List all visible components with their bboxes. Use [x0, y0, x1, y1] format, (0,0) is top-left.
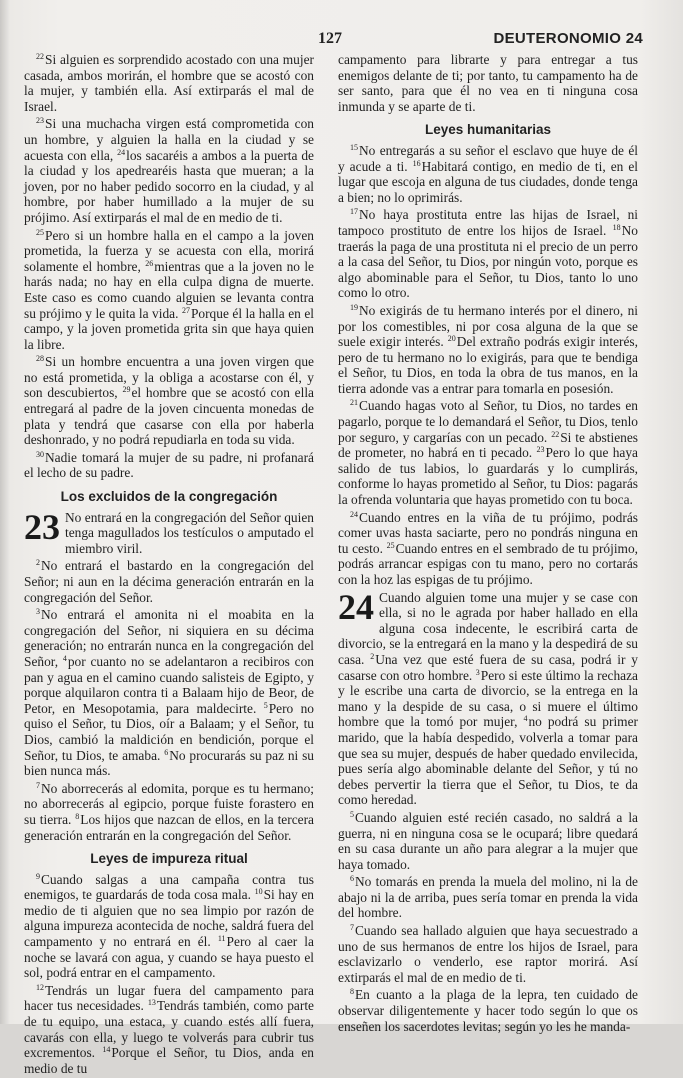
verse-text: mientras que a la joven no le harás nada; no hay en ella culpa digna de muerte. Este caso es como cuando alguien se levanta contra su prójimo y le quita la vida. — [24, 258, 314, 321]
verse-text: Pero no quiso el Señor, tu Dios, oír a Balaam; y el Señor, tu Dios, cambió la maldición en bendición, porque el Señor, tu Dios, te amaba. — [24, 700, 314, 763]
verse-number: 3 — [475, 667, 480, 677]
section-heading: Los excluidos de la congregación — [60, 489, 278, 505]
chapter-23-verse-1 — [24, 506, 314, 557]
page-number: 127 — [318, 30, 342, 47]
verse-5 — [338, 810, 638, 872]
verse-22 — [24, 52, 314, 114]
verse-text: los sacaréis a ambos a la puerta de la ciudad y los apedrearéis hasta que mueran; a la joven, por no haber pedido socorro en la ciudad, y al hombre, por haber humillado a la mujer de su prójimo. Así extirparás el mal de en medio de ti. — [24, 147, 314, 225]
chapter-number: 24 — [338, 586, 374, 627]
verse-text: Porque él la halla en el campo, y la joven prometida grita sin que haya quien la libre. — [24, 305, 314, 352]
running-head: DEUTERONOMIO 24 — [493, 30, 643, 47]
verse-23 — [24, 116, 314, 225]
verse-text: Pero si este último la rechaza y le escribe una carta de divorcio, se la entrega en la mano y la despide de su casa, o si muere el último hombre que la tomó por mujer, — [338, 667, 638, 730]
verse-text: No aborrecerás al edomita, porque es tu hermano; no aborrecerás al egipcio, porque fuiste forastero en su tierra. — [24, 780, 314, 827]
verse-text: No entrará el amonita ni el moabita en la congregación del Señor, ni siquiera en su décima generación; no entrarán nunca en la congregación del Señor, — [24, 607, 314, 669]
verse-text: Cuando sea hallado alguien que haya secuestrado a uno de sus hermanos de entre los hijos de Israel, para esclavizarlo o venderlo, ese raptor morirá. Así extirparás el mal de en medio de ti. — [338, 923, 638, 985]
page-header — [0, 30, 683, 52]
verse-text: Tendrás también, como parte de tu equipo, una estaca, y cuando estés allí fuera, cavarás con ella, y luego te volverás para cubrir tus excrementos. — [24, 998, 314, 1061]
verse-number: 7 — [36, 780, 40, 790]
verse-number: 3 — [36, 607, 40, 617]
verse-number: 4 — [523, 714, 528, 724]
verse-text: No procurarás su paz ni su bien nunca más. — [24, 747, 314, 779]
verse-text: No entregarás a su señor el esclavo que huye de él y acude a ti. — [338, 142, 638, 174]
verse-6 — [338, 874, 638, 921]
verse-30 — [24, 450, 314, 481]
verse-text: Cuando alguien esté recién casado, no saldrá a la guerra, ni en ninguna cosa se le ocupará; libre quedará en su casa durante un año para alegrar a la mujer que haya tomado. — [338, 809, 638, 872]
verse-text: No haya prostituta entre las hijas de Israel, ni tampoco prostituto de entre los hijos de Israel. — [338, 207, 638, 238]
chapter-number: 23 — [24, 506, 60, 547]
verse-text: No traerás la paga de una prostituta ni el precio de un perro a la casa del Señor, tu Dios, por ningún voto, porque es algo abominable para el Señor, tu Dios, tanto lo uno como lo otro. — [338, 222, 638, 301]
verse-number: 7 — [350, 923, 354, 933]
verse-number: 16 — [412, 158, 421, 168]
verse-number: 5 — [263, 700, 268, 710]
verse-text: Porque el Señor, tu Dios, anda en medio de tu — [24, 1045, 314, 1076]
verse-number: 22 — [36, 52, 44, 61]
right-column — [338, 52, 638, 1036]
verse-number: 8 — [75, 811, 80, 821]
verse-text: Los hijos que nazcan de ellos, en la tercera generación entrarán en la congregación del Señor. — [24, 811, 314, 843]
verse-text: No entrará el bastardo en la congregación del Señor; ni aun en la décima generación entrarán en la congregación del Señor. — [24, 558, 314, 605]
verse-number: 14 — [102, 1045, 111, 1055]
verse-number: 24 — [350, 509, 358, 519]
verse-number: 15 — [350, 142, 358, 152]
verse-number: 2 — [36, 558, 40, 568]
verse-number: 24 — [117, 147, 126, 157]
verse-number: 11 — [217, 934, 226, 944]
verse-number: 22 — [551, 429, 560, 439]
verse-number: 29 — [122, 385, 131, 395]
verse-number: 20 — [447, 334, 456, 344]
verse-text: no podrá su primer marido, que la había despedido, volverla a tomar para que sea su mujer, después de haber quedado envilecida, pues sería algo abominable delante del Señor, y tú no debes pervertir la tierra que el Señor, tu Dios, te da como heredad. — [338, 714, 638, 808]
verse-text: Cuando alguien tome una mujer y se case con ella, si no le agrada por haber hallado en ella alguna cosa indecente, le escribirá carta de divorcio, se la entregará en la mano y la despedirá de su casa. — [338, 589, 638, 667]
section-heading: Leyes de impureza ritual — [90, 851, 248, 867]
verse-text: Cuando entres en el sembrado de tu prójimo, podrás arrancar espigas con tu mano, pero no cortarás con la hoz las espigas de tu prójimo. — [338, 540, 638, 587]
verse-21 — [338, 398, 638, 507]
verse-text: Cuando entres en la viña de tu prójimo, podrás comer uvas hasta saciarte, pero no pondrás ninguna en tu cesto. — [338, 509, 638, 556]
verse-number: 28 — [36, 354, 44, 364]
verse-number: 26 — [145, 258, 154, 268]
verse-28 — [24, 354, 314, 448]
verse-12 — [24, 983, 314, 1077]
verse-number: 23 — [36, 116, 44, 126]
verse-text: Cuando salgas a una campaña contra tus enemigos, te guardarás de toda cosa mala. — [24, 871, 314, 903]
left-column — [24, 52, 314, 1078]
verse-19 — [338, 303, 638, 397]
verse-text: Nadie tomará la mujer de su padre, ni profanará el lecho de su padre. — [24, 449, 314, 481]
verse-text: Si hay en medio de ti alguien que no sea limpio por razón de alguna impureza acontecida de noche, saldrá fuera del campamento y no entrará en él. — [24, 887, 314, 950]
verse-number: 21 — [350, 398, 358, 408]
verse-number: 17 — [350, 207, 358, 217]
verse-number: 9 — [36, 871, 40, 881]
verse-number: 8 — [350, 987, 354, 997]
verse-number: 25 — [36, 227, 44, 237]
verse-number: 23 — [536, 445, 545, 455]
verse-2 — [24, 558, 314, 605]
verse-text: campamento para librarte y para entregar a tus enemigos delante de ti; por tanto, tu campamento ha de ser santo, para que él no vea en ti ninguna cosa inmunda y se aparte de ti. — [338, 52, 638, 114]
verse-15 — [338, 143, 638, 205]
verse-3 — [24, 607, 314, 779]
verse-17 — [338, 207, 638, 301]
verse-number: 30 — [36, 449, 44, 459]
section-heading: Leyes humanitarias — [424, 122, 552, 138]
verse-text: Cuando hagas voto al Señor, tu Dios, no tardes en pagarlo, porque te lo demandará el Señor, tu Dios, tenlo por seguro, y cargarías con un pecado. — [338, 398, 638, 445]
verse-text: Si alguien es sorprendido acostado con una mujer casada, ambos morirán, el hombre que se acostó con la mujer, y también ella. Así extirparás el mal de Israel. — [24, 52, 314, 114]
verse-number: 5 — [350, 809, 354, 819]
verse-text: Si un hombre encuentra a una joven virgen que no está prometida, y la obliga a acostarse con él, y son descubiertos, — [24, 354, 314, 401]
verse-text: En cuanto a la plaga de la lepra, ten cuidado de observar diligentemente y hacer todo según lo que os enseñen los sacerdotes levitas; según yo les he manda- — [338, 987, 638, 1034]
verse-24 — [338, 510, 638, 588]
verse-number: 6 — [164, 747, 169, 757]
verse-text: por cuanto no se adelantaron a recibiros con pan y agua en el camino cuando salisteis de Egipto, y porque alquilaron contra ti a Balaam hijo de Beor, de Petor, en Mesopotamia, para maldecirte. — [24, 653, 314, 716]
verse-text: Pero lo que haya salido de tus labios, lo guardarás y lo cumplirás, conforme lo hayas prometido al Señor, tu Dios: pagarás la ofrenda voluntaria que hayas prometido con tu boca. — [338, 445, 639, 508]
verse-text: No exigirás de tu hermano interés por el dinero, ni por los comestibles, ni por cosa alguna de la que se suele exigir interés. — [338, 302, 638, 350]
verse-text: No tomarás en prenda la muela del molino, ni la de abajo ni la de arriba, pues sería tomar en prenda la vida del hombre. — [338, 874, 638, 921]
verse-text: Si una muchacha virgen está comprometida con un hombre, y alguien la halla en la ciudad y se acuesta con ella, — [24, 116, 314, 163]
verse-number: 2 — [370, 651, 375, 661]
verse-text: Habitará contigo, en medio de ti, en el lugar que escoja en alguna de tus ciudades, donde tenga a bien; no lo oprimirás. — [338, 158, 638, 205]
verse-number: 27 — [181, 305, 190, 315]
verse-14-continued — [338, 52, 638, 114]
verse-text: Del extraño podrás exigir interés, pero de tu hermano no lo exigirás, para que te bendiga el Señor, tu Dios, en toda la obra de tus manos, en la tierra adonde vas a entrar para tomarla en posesión. — [338, 334, 638, 396]
verse-number: 12 — [36, 982, 44, 992]
verse-text: Si te abstienes de prometer, no habrá en ti pecado. — [338, 429, 638, 461]
verse-number: 13 — [147, 998, 156, 1008]
verse-8 — [338, 987, 638, 1034]
verse-7 — [24, 781, 314, 843]
verse-number: 19 — [350, 302, 358, 312]
verse-text: el hombre que se acostó con ella entregará al padre de la joven cincuenta monedas de plata y tendrá que casarse con ella por haberla deshonrado, y no podrá repudiarla en toda su vida. — [24, 385, 314, 448]
verse-text: No entrará en la congregación del Señor quien tenga magullados los testículos o amputado el miembro viril. — [65, 509, 314, 556]
verse-number: 25 — [386, 540, 395, 550]
verse-text: Una vez que esté fuera de su casa, podrá ir y casarse con otro hombre. — [338, 651, 638, 683]
verse-number: 10 — [254, 887, 263, 897]
verse-25 — [24, 228, 314, 353]
verse-number: 4 — [62, 653, 67, 663]
verse-text: Pero al caer la noche se lavará con agua, y cuando se haya puesto el sol, podrá entrar en el campamento. — [24, 934, 314, 981]
verse-text: Tendrás un lugar fuera del campamento para hacer tus necesidades. — [24, 982, 314, 1014]
verse-number: 6 — [350, 874, 354, 884]
verse-7 — [338, 923, 638, 985]
verse-text: Pero si un hombre halla en el campo a la joven prometida, la fuerza y se acuesta con ella, morirá solamente el hombre, — [24, 227, 314, 274]
verse-9 — [24, 872, 314, 981]
verse-number: 18 — [612, 222, 621, 232]
chapter-24-verse-1 — [338, 586, 638, 808]
